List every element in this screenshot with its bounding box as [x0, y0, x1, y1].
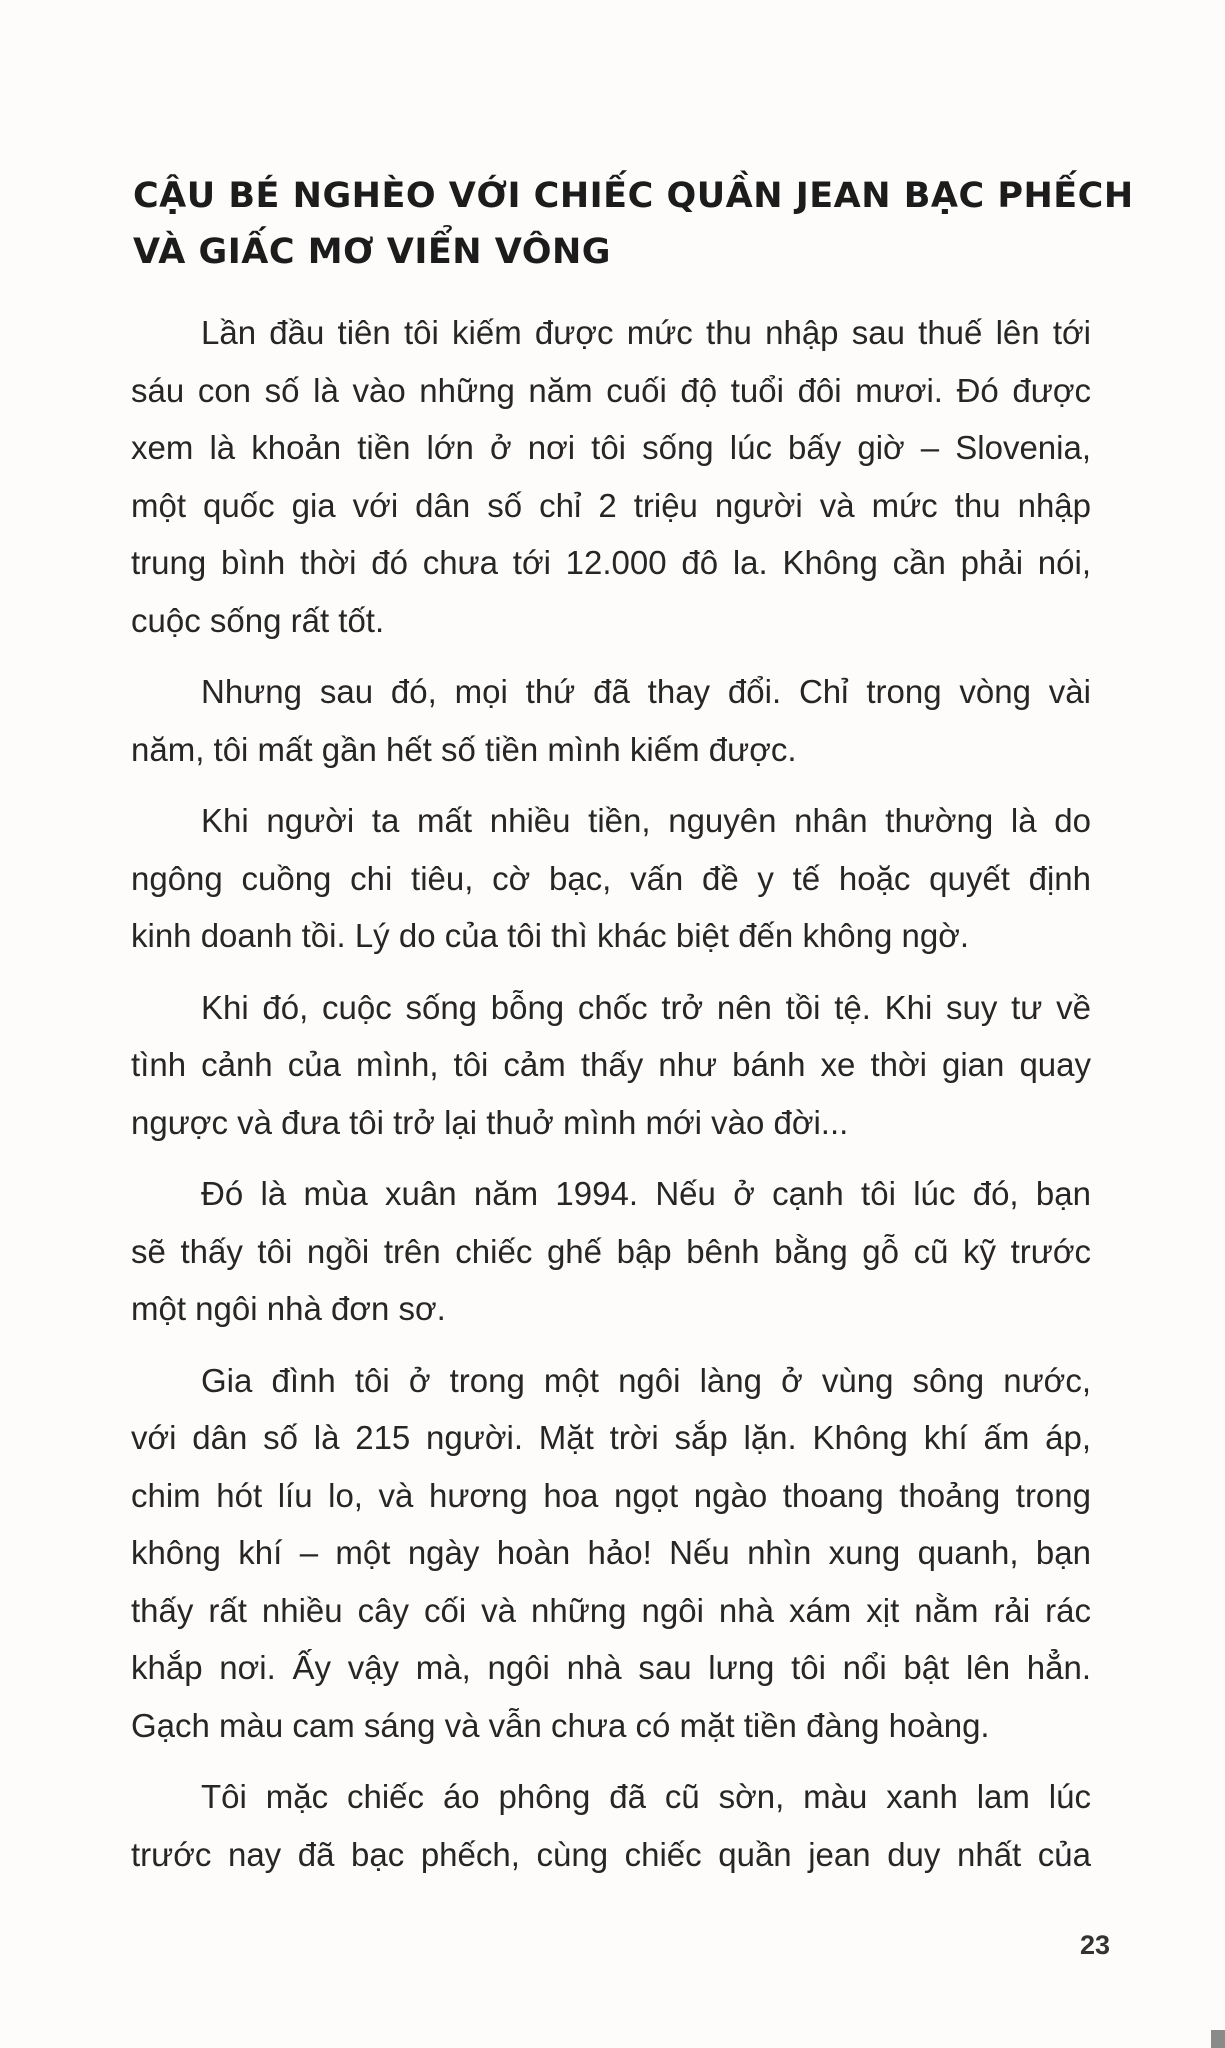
paragraph-5	[131, 1165, 1091, 1338]
paragraph-7	[131, 1768, 1091, 1883]
chapter-heading	[133, 168, 1134, 280]
text-line: Khi người ta mất nhiều tiền, nguyên nhân thường là do	[201, 802, 1091, 839]
scan-edge-mark	[1211, 2030, 1225, 2048]
text-line: trước nay đã bạc phếch, cùng chiếc quần jean duy nhất của	[131, 1835, 1091, 1873]
text-line: với dân số là 215 người. Mặt trời sắp lặn. Không khí ấm áp,	[131, 1419, 1091, 1456]
body-text	[131, 304, 1091, 1897]
paragraph-6	[131, 1352, 1091, 1755]
text-line: năm, tôi mất gần hết số tiền mình kiếm được.	[131, 730, 797, 768]
paragraph-4	[131, 979, 1091, 1152]
text-line: Khi đó, cuộc sống bỗng chốc trở nên tồi tệ. Khi suy tư về	[201, 988, 1091, 1026]
text-line: Gạch màu cam sáng và vẫn chưa có mặt tiền đàng hoàng.	[131, 1706, 990, 1744]
text-line: một quốc gia với dân số chỉ 2 triệu người và mức thu nhập	[131, 486, 1091, 524]
text-line: ngông cuồng chi tiêu, cờ bạc, vấn đề y tế hoặc quyết định	[131, 859, 1091, 897]
text-line: thấy rất nhiều cây cối và những ngôi nhà xám xịt nằm rải rác	[131, 1591, 1091, 1629]
page-number: 23	[1079, 1930, 1110, 1960]
text-line: một ngôi nhà đơn sơ.	[131, 1290, 446, 1327]
paragraph-1	[131, 304, 1091, 649]
text-line: xem là khoản tiền lớn ở nơi tôi sống lúc bấy giờ – Slovenia,	[131, 429, 1091, 466]
text-line: khắp nơi. Ấy vậy mà, ngôi nhà sau lưng tôi nổi bật lên hẳn.	[131, 1649, 1091, 1686]
text-line: Gia đình tôi ở trong một ngôi làng ở vùng sông nước,	[201, 1361, 1091, 1399]
text-line: cuộc sống rất tốt.	[131, 601, 385, 639]
text-line: chim hót líu lo, và hương hoa ngọt ngào thoang thoảng trong	[131, 1476, 1091, 1514]
paragraph-3	[131, 792, 1091, 965]
text-line: tình cảnh của mình, tôi cảm thấy như bánh xe thời gian quay	[131, 1046, 1091, 1083]
text-line: Lần đầu tiên tôi kiếm được mức thu nhập sau thuế lên tới	[201, 314, 1091, 351]
text-line: không khí – một ngày hoàn hảo! Nếu nhìn xung quanh, bạn	[131, 1534, 1091, 1571]
text-line: sẽ thấy tôi ngồi trên chiếc ghế bập bênh bằng gỗ cũ kỹ trước	[131, 1232, 1091, 1270]
text-line: sáu con số là vào những năm cuối độ tuổi đôi mươi. Đó được	[131, 371, 1091, 409]
text-line: kinh doanh tồi. Lý do của tôi thì khác biệt đến không ngờ.	[131, 917, 970, 954]
text-line: ngược và đưa tôi trở lại thuở mình mới vào đời...	[131, 1103, 849, 1141]
text-line: Nhưng sau đó, mọi thứ đã thay đổi. Chỉ trong vòng vài	[201, 673, 1091, 710]
text-line: Đó là mùa xuân năm 1994. Nếu ở cạnh tôi lúc đó, bạn	[201, 1175, 1091, 1212]
paragraph-2	[131, 663, 1091, 778]
text-line: Tôi mặc chiếc áo phông đã cũ sờn, màu xanh lam lúc	[201, 1778, 1091, 1815]
chapter-heading-line-2: VÀ GIẤC MƠ VIỂN VÔNG	[133, 232, 612, 272]
chapter-heading-line-1: CẬU BÉ NGHÈO VỚI CHIẾC QUẦN JEAN BẠC PHẾCH	[133, 176, 1134, 216]
text-line: trung bình thời đó chưa tới 12.000 đô la. Không cần phải nói,	[131, 544, 1091, 581]
